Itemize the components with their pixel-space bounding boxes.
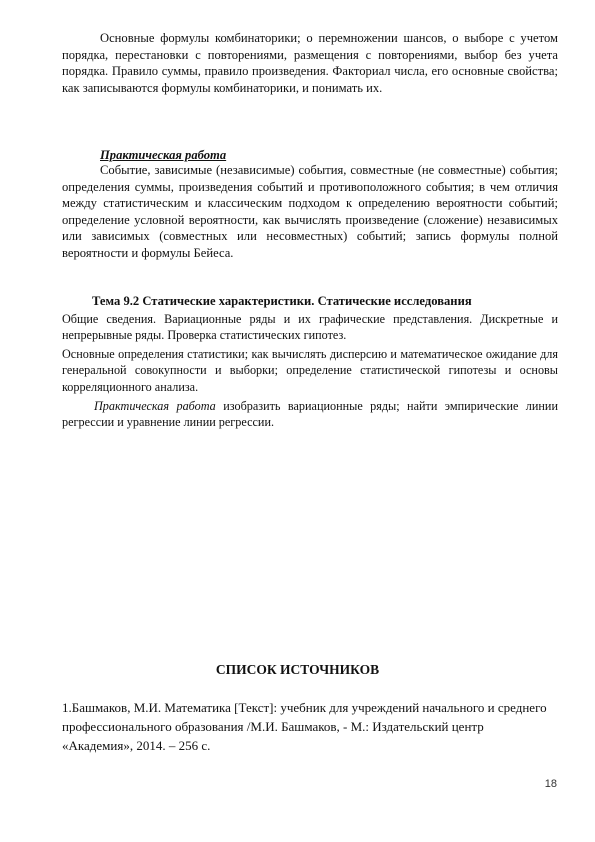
source-item-1: 1.Башмаков, М.И. Математика [Текст]: учебник для учреждений начального и среднего профессионального образования /М.И. Башмаков, - М.: Издательский центр «Академия», 2014. – 256 с.	[62, 700, 547, 753]
practical-work-text: изобразить вариационные ряды; найти эмпирические линии регрессии и уравнение линии регрессии.	[62, 399, 558, 430]
events-paragraph: Событие, зависимые (независимые) события, совместные (не совместные) события; определения суммы, произведения событий и противоположного события; в чем отличия между статистическим и классическим подходом к определению вероятности событий; определение условной вероятности, как вычислять произведение (сложение) независимых или зависимых (совместных или несовместных) событий; запись формулы полной вероятности и формулы Бейеса.	[62, 163, 558, 260]
combinatorics-paragraph: Основные формулы комбинаторики; о перемножении шансов, о выборе с учетом порядка, перестановки с повторениями, размещения с повторениями, выбор без учета порядка. Правило суммы, правило произведения. Факториал числа, его основные свойства; как записываются формулы комбинаторики, и понимать их.	[62, 31, 558, 95]
practical-work-label: Практическая работа	[94, 399, 216, 413]
page-number: 18	[544, 778, 557, 790]
practical-work-2-paragraph	[62, 398, 558, 431]
statistics-definitions-paragraph: Основные определения статистики; как вычислять дисперсию и математическое ожидание для генеральной совокупности и выборки; определение статистической гипотезы и основы корреляционного анализа.	[62, 347, 558, 394]
general-info-paragraph: Общие сведения. Вариационные ряды и их графические представления. Дискретные и непрерывные ряды. Проверка статистических гипотез.	[62, 312, 558, 343]
practical-work-heading-text: Практическая работа	[100, 148, 227, 162]
topic-heading: Тема 9.2 Статические характеристики. Статические исследования	[92, 294, 472, 308]
sources-title: СПИСОК ИСТОЧНИКОВ	[215, 662, 380, 677]
